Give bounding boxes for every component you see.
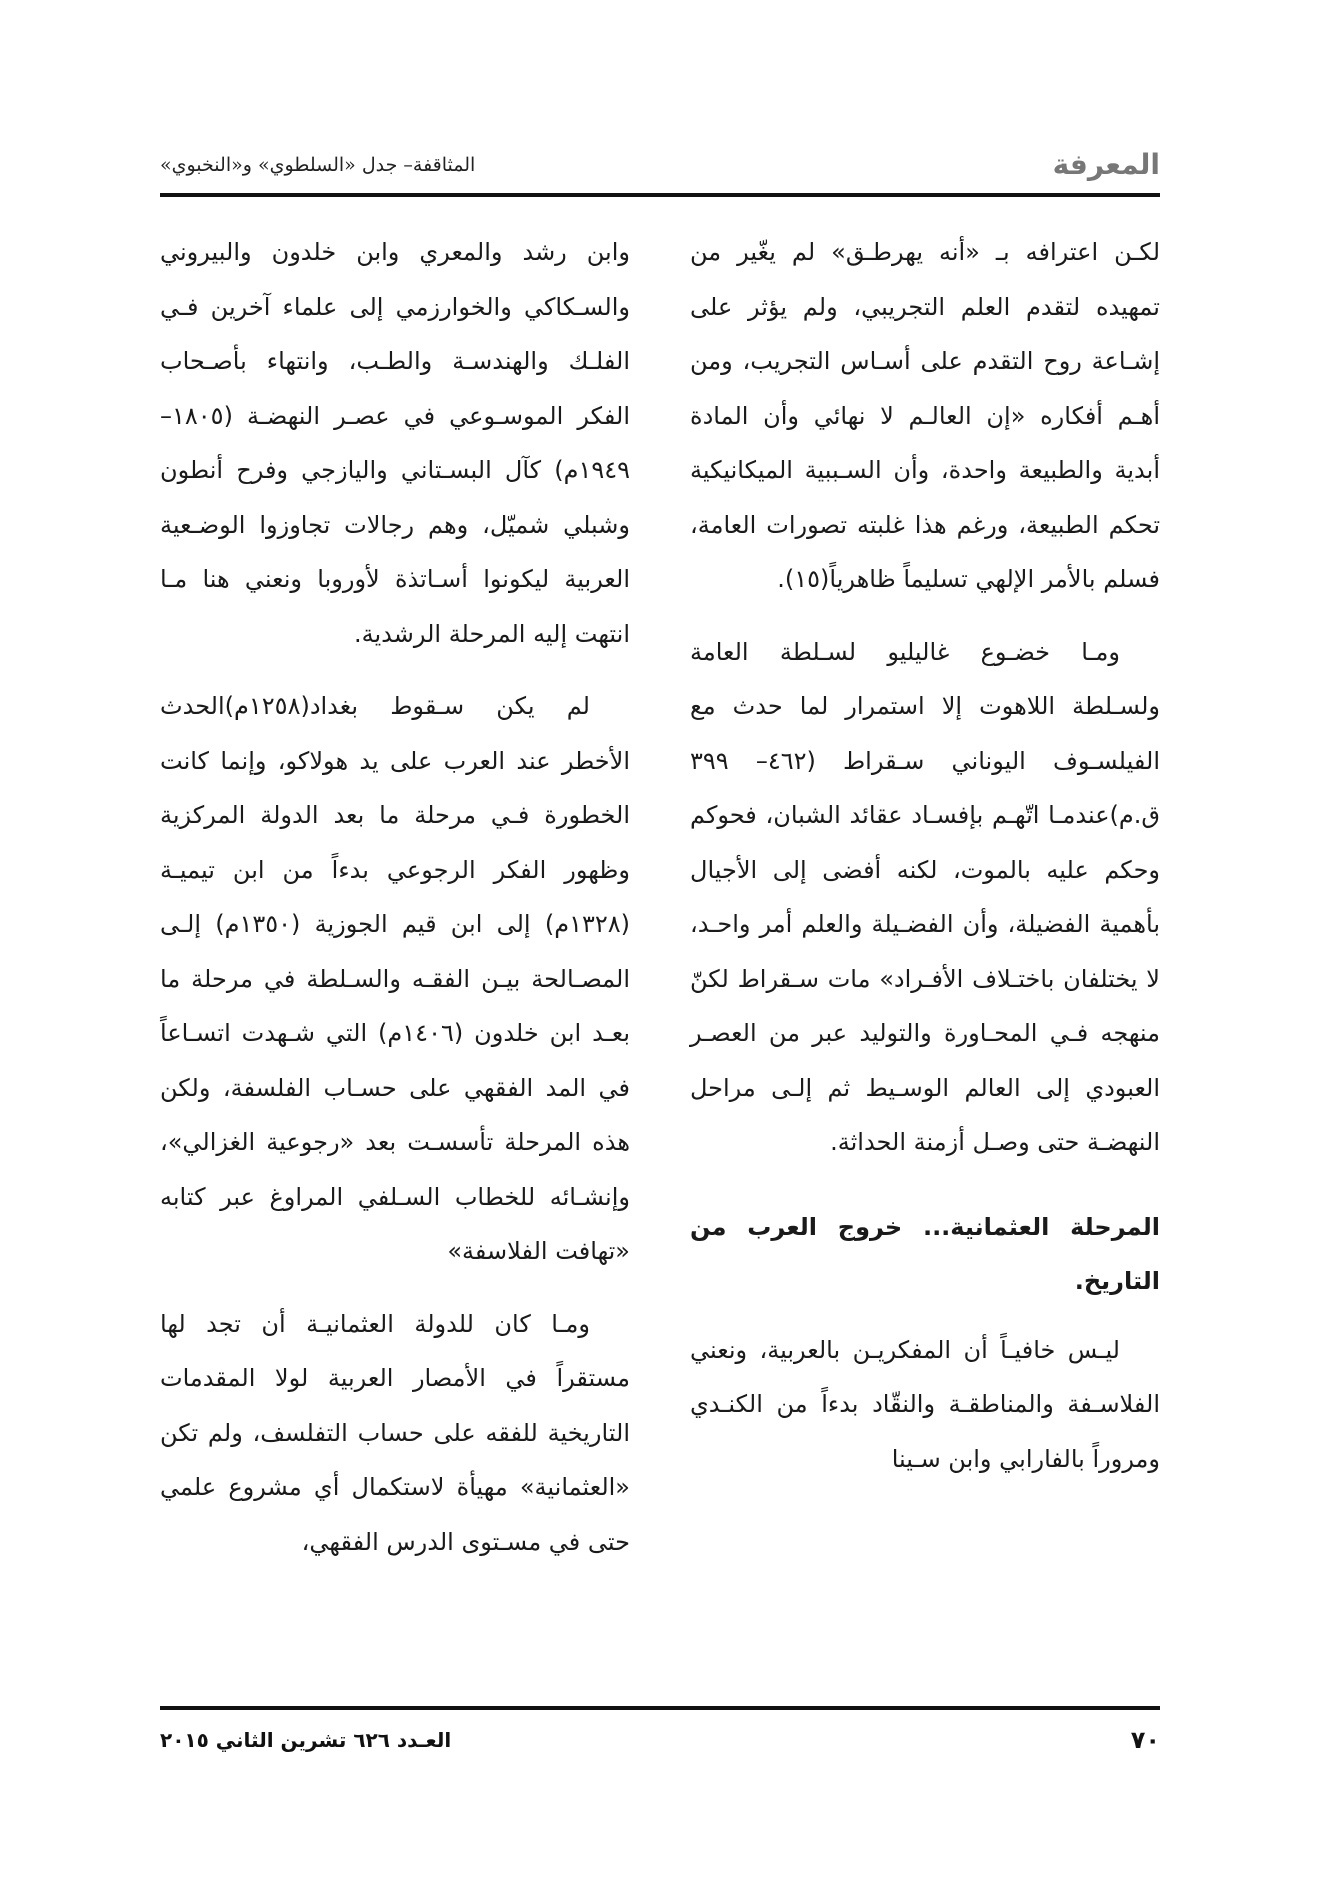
page-header bbox=[160, 148, 1160, 188]
running-title: المثاقفة– جدل «السلطوي» و«النخبوي» bbox=[160, 154, 476, 176]
right-column bbox=[690, 225, 1160, 1504]
footer-rule bbox=[160, 1706, 1160, 1710]
left-column bbox=[160, 225, 630, 1587]
paragraph: ومـا خضـوع غاليليو لسـلطة العامة ولسـلطة اللاهوت إلا استمرار لما حدث مع الفيلسـوف اليوناني سـقراط (٤٦٢– ٣٩٩ ق.م)عندمـا اتّهـم بإفسـاد عقائد الشبان، فحوكم وحكم عليه بالموت، لكنه أفضى إلى الأجيال بأهمية الفضيلة، وأن الفضـيلة والعلم أمر واحـد، لا يختلفان باختـلاف الأفـراد» مات سـقراط لكنّ منهجه فـي المحـاورة والتوليد عبر من العصـر العبودي إلى العالم الوسـيط ثم إلـى مراحل النهضـة حتى وصـل أزمنة الحداثة. bbox=[690, 637, 1160, 1156]
paragraph: لم يكن سـقوط بغداد(١٢٥٨م)الحدث الأخطر عند العرب على يد هولاكو، وإنما كانت الخطورة فـي مرحلة ما بعد الدولة المركزية وظهور الفكر الرجوعي بدءاً من ابن تيميـة (١٣٢٨م) إلى ابن قيم الجوزية (١٣٥٠م) إلـى المصـالحة بيـن الفقـه والسـلطة في مرحلة ما بعـد ابن خلدون (١٤٠٦م) التي شـهدت اتسـاعاً في المد الفقهي على حسـاب الفلسفة، ولكن هذه المرحلة تأسسـت بعد «رجوعية الغزالي»، وإنشـائه للخطاب السـلفي المراوغ عبر كتابه «تهافت الفلاسفة» bbox=[160, 692, 630, 1265]
header-rule bbox=[160, 193, 1160, 197]
page-number: ٧٠ bbox=[1130, 1726, 1160, 1754]
magazine-logo: المعرفة bbox=[1052, 148, 1160, 181]
paragraph: ومـا كان للدولة العثمانيـة أن تجد لها مستقراً في الأمصار العربية لولا المقدمات التاريخية للفقه على حساب التفلسف، ولم تكن «العثمانية» مهيأة لاستكمال أي مشروع علمي حتى في مسـتوى الدرس الفقهي، bbox=[160, 1309, 630, 1556]
paragraph: ليـس خافيـاً أن المفكريـن بالعربية، ونعني الفلاسـفة والمناطقـة والنقّاد بدءاً من الكنـدي ومروراً بالفارابي وابن سـينا bbox=[690, 1335, 1160, 1473]
section-heading: المرحلة العثمانية... خروج العرب من التاريخ. bbox=[690, 1212, 1160, 1295]
paragraph: لكـن اعترافه بـ «أنه يهرطـق» لم يغّير من تمهيده لتقدم العلم التجريبي، ولم يؤثر على إشـاعة روح التقدم على أسـاس التجريب، ومن أهـم أفكاره «إن العالـم لا نهائي وأن المادة أبدية والطبيعة واحدة، وأن السـببية الميكانيكية تحكم الطبيعة، ورغم هذا غلبته تصورات العامة، فسلم بالأمر الإلهي تسليماً ظاهرياً(١٥). bbox=[690, 238, 1160, 593]
issue-info: العـدد ٦٢٦ تشرين الثاني ٢٠١٥ bbox=[160, 1728, 452, 1752]
paragraph: وابن رشد والمعري وابن خلدون والبيروني والسـكاكي والخوارزمي إلى علماء آخرين فـي الفلـك والهندسـة والطـب، وانتهاء بأصـحاب الفكر الموسـوعي في عصـر النهضـة (١٨٠٥–١٩٤٩م) كآل البسـتاني واليازجي وفرح أنطون وشبلي شميّل، وهم رجالات تجاوزوا الوضـعية العربية ليكونوا أسـاتذة لأوروبا ونعني هنا مـا انتهت إليه المرحلة الرشدية. bbox=[160, 238, 630, 648]
